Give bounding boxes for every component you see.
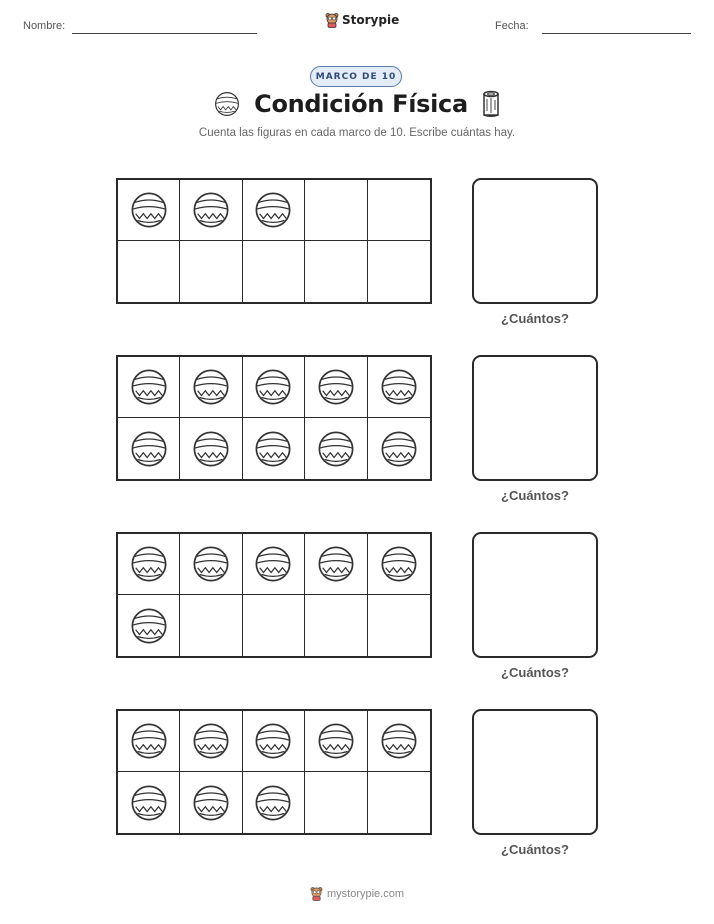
frame-cell — [180, 772, 242, 833]
frame-cell — [305, 595, 367, 656]
ball-icon — [380, 722, 418, 760]
ten-frame-2 — [116, 355, 432, 481]
ball-icon — [192, 722, 230, 760]
ball-icon — [254, 545, 292, 583]
frame-cell — [180, 595, 242, 656]
frame-cell — [368, 180, 430, 241]
answer-box-4[interactable] — [472, 709, 598, 835]
log-icon — [482, 90, 500, 118]
ball-icon — [130, 607, 168, 645]
ball-icon — [254, 784, 292, 822]
frame-cell — [243, 241, 305, 302]
page-title: Condición Física — [254, 90, 468, 118]
bear-mascot-icon — [325, 12, 339, 28]
frame-cell — [243, 357, 305, 418]
frame-cell — [243, 418, 305, 479]
frame-cell — [368, 534, 430, 595]
ball-icon — [317, 545, 355, 583]
answer-label-2: ¿Cuántos? — [501, 488, 569, 503]
frame-cell — [368, 241, 430, 302]
ball-icon — [192, 368, 230, 406]
frame-cell — [368, 357, 430, 418]
frame-cell — [305, 711, 367, 772]
date-line[interactable] — [542, 33, 691, 34]
frame-cell — [118, 180, 180, 241]
frame-cell — [305, 180, 367, 241]
frame-cell — [305, 772, 367, 833]
ten-frame-4 — [116, 709, 432, 835]
footer-url: mystorypie.com — [326, 887, 405, 900]
frame-cell — [118, 241, 180, 302]
footer — [0, 886, 714, 901]
ball-icon — [130, 368, 168, 406]
ball-icon — [317, 722, 355, 760]
answer-box-2[interactable] — [472, 355, 598, 481]
answer-label-3: ¿Cuántos? — [501, 665, 569, 680]
frame-cell — [368, 772, 430, 833]
answer-label-4: ¿Cuántos? — [501, 842, 569, 857]
ball-icon — [380, 368, 418, 406]
frame-cell — [305, 534, 367, 595]
ball-icon — [192, 784, 230, 822]
title-row — [0, 90, 714, 118]
ball-icon — [317, 368, 355, 406]
frame-cell — [180, 241, 242, 302]
ball-icon — [214, 91, 240, 117]
frame-cell — [243, 534, 305, 595]
frame-cell — [118, 772, 180, 833]
frame-cell — [180, 534, 242, 595]
frame-cell — [180, 418, 242, 479]
frame-cell — [243, 180, 305, 241]
frame-cell — [305, 418, 367, 479]
frame-cell — [368, 711, 430, 772]
ball-icon — [254, 191, 292, 229]
frame-cell — [243, 711, 305, 772]
frame-cell — [368, 418, 430, 479]
ball-icon — [192, 191, 230, 229]
frame-cell — [118, 418, 180, 479]
frame-cell — [118, 534, 180, 595]
ball-icon — [130, 430, 168, 468]
brand-name: Storypie — [342, 13, 400, 27]
ball-icon — [317, 430, 355, 468]
name-line[interactable] — [72, 33, 257, 34]
frame-cell — [305, 357, 367, 418]
answer-box-3[interactable] — [472, 532, 598, 658]
answer-box-1[interactable] — [472, 178, 598, 304]
frame-cell — [368, 595, 430, 656]
frame-cell — [180, 357, 242, 418]
worksheet-tag: MARCO DE 10 — [310, 66, 402, 87]
ball-icon — [254, 430, 292, 468]
ball-icon — [130, 722, 168, 760]
date-label: Fecha: — [495, 20, 529, 32]
ball-icon — [380, 545, 418, 583]
name-label: Nombre: — [23, 20, 66, 32]
ball-icon — [254, 368, 292, 406]
ten-frame-1 — [116, 178, 432, 304]
ball-icon — [254, 722, 292, 760]
ball-icon — [130, 191, 168, 229]
frame-cell — [305, 241, 367, 302]
bear-mascot-icon — [310, 886, 323, 901]
ball-icon — [130, 784, 168, 822]
ball-icon — [380, 430, 418, 468]
frame-cell — [180, 180, 242, 241]
frame-cell — [243, 595, 305, 656]
frame-cell — [180, 711, 242, 772]
frame-cell — [243, 772, 305, 833]
frame-cell — [118, 595, 180, 656]
ball-icon — [192, 545, 230, 583]
frame-cell — [118, 711, 180, 772]
answer-label-1: ¿Cuántos? — [501, 311, 569, 326]
frame-cell — [118, 357, 180, 418]
ten-frame-3 — [116, 532, 432, 658]
ball-icon — [130, 545, 168, 583]
instructions: Cuenta las figuras en cada marco de 10. Escribe cuántas hay. — [198, 127, 516, 139]
brand-logo — [325, 12, 399, 28]
ball-icon — [192, 430, 230, 468]
